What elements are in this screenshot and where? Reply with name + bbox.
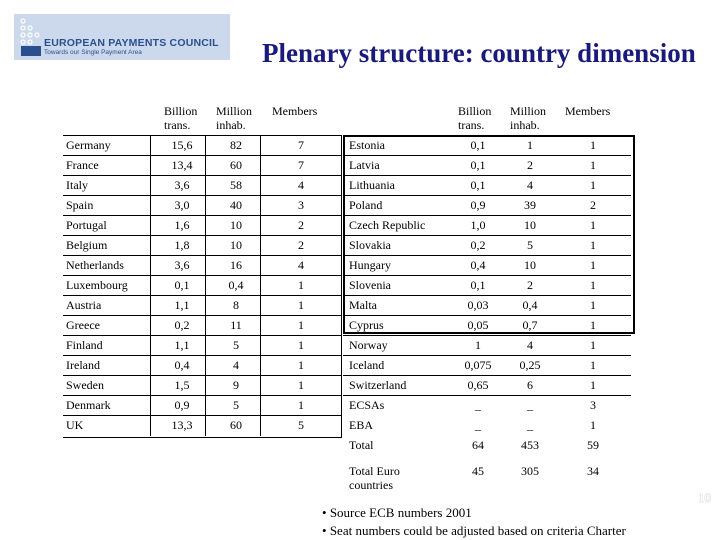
- country-name: ECSAs: [349, 398, 385, 412]
- country-name: Austria: [66, 298, 102, 312]
- country-name: Estonia: [349, 138, 385, 152]
- members-cell: 1: [590, 358, 596, 372]
- members-cell: 1: [298, 298, 304, 312]
- million-inhab-cell: 16: [230, 258, 242, 272]
- country-name: Ireland: [66, 358, 100, 372]
- note-item: • Seat numbers could be adjusted based on criteria Charter: [322, 523, 626, 538]
- country-name: Slovenia: [349, 278, 391, 292]
- billion-trans-cell: 0,4: [470, 258, 486, 272]
- million-inhab-cell: 10: [524, 258, 536, 272]
- billion-trans-cell: 0,075: [464, 358, 492, 372]
- million-inhab-cell: 5: [233, 398, 239, 412]
- members-cell: 7: [298, 158, 304, 172]
- country-name: Denmark: [66, 398, 111, 412]
- million-inhab-cell: 0,4: [522, 298, 538, 312]
- billion-trans-cell: 1,6: [174, 218, 190, 232]
- table-rule: [63, 255, 341, 256]
- table-rule: [343, 335, 631, 336]
- page-number: 10: [698, 490, 711, 505]
- billion-trans-cell: 0,05: [467, 318, 489, 332]
- members-cell: 4: [298, 178, 304, 192]
- table-rule: [63, 155, 341, 156]
- country-name: Spain: [66, 198, 94, 212]
- million-inhab-cell: 2: [527, 278, 533, 292]
- table-rule: [63, 395, 341, 396]
- country-name: Latvia: [349, 158, 380, 172]
- members-cell: 1: [590, 258, 596, 272]
- country-name: Portugal: [66, 218, 107, 232]
- million-inhab-cell: 10: [230, 238, 242, 252]
- billion-trans-cell: 0,9: [470, 198, 486, 212]
- members-cell: 1: [298, 278, 304, 292]
- country-name: Netherlands: [66, 258, 124, 272]
- million-inhab-cell: 9: [233, 378, 239, 392]
- table-rule: [63, 175, 341, 176]
- table-rule: [63, 315, 341, 316]
- country-name: Czech Republic: [349, 218, 426, 232]
- members-cell: 1: [590, 278, 596, 292]
- billion-trans-cell: _: [475, 418, 481, 432]
- billion-trans-cell: 13,4: [171, 158, 193, 172]
- members-cell: 4: [298, 258, 304, 272]
- million-inhab-cell: 58: [230, 178, 242, 192]
- billion-trans-cell: 0,03: [467, 298, 489, 312]
- billion-trans-cell: 1,1: [174, 298, 190, 312]
- members-cell: 1: [590, 298, 596, 312]
- header-members-left: Members: [272, 104, 318, 118]
- million-inhab-cell: 0,25: [519, 358, 541, 372]
- members-cell: 1: [590, 318, 596, 332]
- header-million-right: Million inhab.: [510, 104, 547, 132]
- table-rule: [63, 235, 341, 236]
- note-item: • Source ECB numbers 2001: [322, 505, 472, 520]
- million-inhab-cell: 60: [230, 158, 242, 172]
- members-cell: 1: [590, 158, 596, 172]
- table-rule: [343, 235, 631, 236]
- country-name: Poland: [349, 198, 383, 212]
- table-rule: [343, 195, 631, 196]
- billion-trans-cell: 1: [475, 338, 481, 352]
- members-cell: 1: [590, 218, 596, 232]
- country-name: Total: [349, 438, 374, 452]
- country-name: Iceland: [349, 358, 385, 372]
- country-name: Luxembourg: [66, 278, 128, 292]
- members-cell: 1: [298, 358, 304, 372]
- million-inhab-cell: 0,7: [522, 318, 538, 332]
- members-cell: 7: [298, 138, 304, 152]
- table-rule: [343, 155, 631, 156]
- members-cell: 3: [298, 198, 304, 212]
- billion-trans-cell: _: [475, 398, 481, 412]
- members-cell: 1: [590, 338, 596, 352]
- header-billion-left: Billion trans.: [164, 104, 198, 132]
- table-rule: [343, 295, 631, 296]
- members-cell: 3: [590, 398, 596, 412]
- billion-trans-cell: 0,1: [174, 278, 190, 292]
- country-name: Germany: [66, 138, 111, 152]
- country-name: Hungary: [349, 258, 391, 272]
- header-members-right: Members: [565, 104, 611, 118]
- country-name: Sweden: [66, 378, 104, 392]
- million-inhab-cell: 82: [230, 138, 242, 152]
- billion-trans-cell: 0,2: [174, 318, 190, 332]
- billion-trans-cell: 1,0: [470, 218, 486, 232]
- table-rule: [63, 195, 341, 196]
- million-inhab-cell: 5: [527, 238, 533, 252]
- billion-trans-cell: 45: [472, 464, 484, 478]
- million-inhab-cell: 10: [524, 218, 536, 232]
- million-inhab-cell: 5: [233, 338, 239, 352]
- members-cell: 1: [298, 338, 304, 352]
- country-name: Malta: [349, 298, 377, 312]
- table-rule: [63, 215, 341, 216]
- billion-trans-cell: 3,6: [174, 178, 190, 192]
- country-name: Finland: [66, 338, 103, 352]
- members-cell: 1: [298, 378, 304, 392]
- header-million-left: Million inhab.: [216, 104, 253, 132]
- million-inhab-cell: 4: [233, 358, 239, 372]
- table-rule: [150, 135, 151, 436]
- table-rule: [63, 355, 341, 356]
- billion-trans-cell: 0,2: [470, 238, 486, 252]
- billion-trans-cell: 0,1: [470, 178, 486, 192]
- table-rule: [63, 275, 341, 276]
- table-rule: [343, 355, 631, 356]
- members-cell: 1: [298, 318, 304, 332]
- million-inhab-cell: 2: [527, 158, 533, 172]
- members-cell: 2: [590, 198, 596, 212]
- notes: [322, 504, 626, 540]
- billion-trans-cell: 15,6: [171, 138, 193, 152]
- country-name: UK: [66, 418, 84, 432]
- table-rule: [205, 135, 206, 436]
- members-cell: 1: [590, 238, 596, 252]
- billion-trans-cell: 1,5: [174, 378, 190, 392]
- country-name: Slovakia: [349, 238, 391, 252]
- billion-trans-cell: 3,0: [174, 198, 190, 212]
- country-name: Belgium: [66, 238, 108, 252]
- table-rule: [343, 215, 631, 216]
- country-name: EBA: [349, 418, 373, 432]
- country-name: Total Euro countries: [349, 464, 400, 492]
- million-inhab-cell: 4: [527, 338, 533, 352]
- billion-trans-cell: 0,1: [470, 278, 486, 292]
- country-name: Switzerland: [349, 378, 407, 392]
- billion-trans-cell: 0,1: [470, 138, 486, 152]
- members-cell: 59: [587, 438, 599, 452]
- table-rule: [63, 375, 341, 376]
- billion-trans-cell: 0,4: [174, 358, 190, 372]
- table-rule: [343, 315, 631, 316]
- billion-trans-cell: 1,1: [174, 338, 190, 352]
- members-cell: 1: [590, 418, 596, 432]
- million-inhab-cell: 39: [524, 198, 536, 212]
- header-billion-right: Billion trans.: [458, 104, 492, 132]
- billion-trans-cell: 0,65: [467, 378, 489, 392]
- million-inhab-cell: _: [527, 398, 533, 412]
- billion-trans-cell: 3,6: [174, 258, 190, 272]
- members-cell: 2: [298, 238, 304, 252]
- million-inhab-cell: 40: [230, 198, 242, 212]
- country-name: Greece: [66, 318, 100, 332]
- million-inhab-cell: 1: [527, 138, 533, 152]
- members-cell: 34: [587, 464, 599, 478]
- table-rule: [63, 415, 341, 416]
- table-rule: [343, 375, 631, 376]
- million-inhab-cell: 453: [521, 438, 539, 452]
- logo-tagline: Towards our Single Payment Area: [44, 49, 142, 56]
- million-inhab-cell: _: [527, 418, 533, 432]
- table-rule: [63, 295, 341, 296]
- country-name: Cyprus: [349, 318, 384, 332]
- members-cell: 1: [590, 138, 596, 152]
- table-rule: [63, 335, 341, 336]
- country-name: Italy: [66, 178, 88, 192]
- members-cell: 1: [298, 398, 304, 412]
- million-inhab-cell: 10: [230, 218, 242, 232]
- table-rule: [343, 175, 631, 176]
- country-name: Norway: [349, 338, 388, 352]
- billion-trans-cell: 0,9: [174, 398, 190, 412]
- table-rule: [343, 275, 631, 276]
- epc-logo: [14, 14, 230, 60]
- billion-trans-cell: 0,1: [470, 158, 486, 172]
- billion-trans-cell: 1,8: [174, 238, 190, 252]
- page-title: Plenary structure: country dimension: [262, 38, 696, 68]
- table-rule: [343, 395, 631, 396]
- members-cell: 1: [590, 178, 596, 192]
- billion-trans-cell: 64: [472, 438, 484, 452]
- members-cell: 5: [298, 418, 304, 432]
- million-inhab-cell: 0,4: [228, 278, 244, 292]
- country-name: Lithuania: [349, 178, 395, 192]
- million-inhab-cell: 60: [230, 418, 242, 432]
- million-inhab-cell: 6: [527, 378, 533, 392]
- logo-name: EUROPEAN PAYMENTS COUNCIL: [44, 37, 219, 49]
- million-inhab-cell: 8: [233, 298, 239, 312]
- million-inhab-cell: 4: [527, 178, 533, 192]
- country-name: France: [66, 158, 99, 172]
- billion-trans-cell: 13,3: [171, 418, 193, 432]
- members-cell: 2: [298, 218, 304, 232]
- million-inhab-cell: 11: [230, 318, 242, 332]
- members-cell: 1: [590, 378, 596, 392]
- million-inhab-cell: 305: [521, 464, 539, 478]
- table-rule: [343, 255, 631, 256]
- table-rule: [260, 135, 261, 436]
